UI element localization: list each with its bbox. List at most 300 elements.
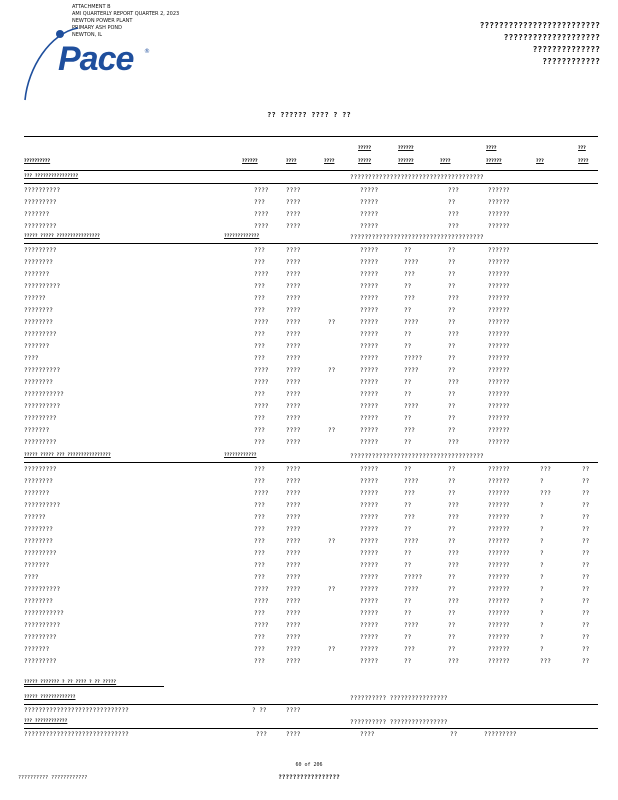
row-cell: ????: [286, 307, 301, 314]
row-cell: ?????: [360, 247, 379, 254]
row-cell: ??: [448, 343, 456, 350]
row-cell: ???: [254, 646, 265, 653]
row-cell: ??: [404, 634, 412, 641]
row-cell: ?????: [360, 622, 379, 629]
row-cell: ??: [448, 646, 456, 653]
row-cell: ?????: [360, 574, 379, 581]
row-cell: ??: [448, 355, 456, 362]
row-cell: ??: [404, 610, 412, 617]
row-cell: ??: [448, 319, 456, 326]
row-cell: ??????: [488, 427, 510, 434]
table-row: [24, 526, 598, 538]
row-cell: ???: [448, 502, 459, 509]
row-cell: ?: [540, 502, 544, 509]
group-header-header-right: ?????????????????????????????????????: [350, 453, 484, 460]
row-cell: ?: [540, 610, 544, 617]
summary-cell: ?????????: [484, 731, 517, 738]
row-cell: ??: [404, 343, 412, 350]
row-label: ?????????: [24, 634, 57, 641]
col-8a: ????: [486, 146, 497, 151]
row-label: ????????: [24, 598, 53, 605]
lab-info-line: ????????????????????: [503, 33, 600, 42]
row-cell: ????: [254, 367, 269, 374]
row-cell: ??: [448, 367, 456, 374]
row-cell: ???: [254, 415, 265, 422]
row-cell: ?: [540, 514, 544, 521]
divider: [24, 728, 598, 729]
footer-left: ?????????? ????????????: [18, 775, 88, 781]
row-cell: ???: [404, 295, 415, 302]
table-row: [24, 343, 598, 355]
row-cell: ??????: [488, 403, 510, 410]
divider: [24, 136, 598, 137]
row-label: ??????: [24, 514, 46, 521]
row-cell: ?: [540, 478, 544, 485]
row-cell: ???: [254, 247, 265, 254]
table-row: [24, 259, 598, 271]
table-row: [24, 415, 598, 427]
table-row: [24, 514, 598, 526]
row-cell: ??: [404, 658, 412, 665]
row-cell: ?????: [360, 466, 379, 473]
table-row: [24, 574, 598, 586]
row-cell: ??: [404, 550, 412, 557]
summary-cell: ? ??: [252, 707, 267, 714]
row-label: ??????????: [24, 403, 61, 410]
summary-cell: ?????????????????????????????: [24, 731, 129, 738]
row-cell: ????: [254, 598, 269, 605]
col-2: ??????: [242, 159, 258, 164]
row-cell: ?????: [360, 550, 379, 557]
row-cell: ???: [448, 379, 459, 386]
row-cell: ????: [286, 538, 301, 545]
row-label: ??????????: [24, 586, 61, 593]
row-cell: ????: [286, 331, 301, 338]
row-cell: ?????: [360, 319, 379, 326]
row-cell: ?????: [360, 634, 379, 641]
row-cell: ???: [254, 658, 265, 665]
summary-cell: ?????????????????????????????: [24, 707, 129, 714]
row-cell: ?????: [360, 391, 379, 398]
row-label: ????????: [24, 379, 53, 386]
row-cell: ?: [540, 526, 544, 533]
row-cell: ??????: [488, 355, 510, 362]
row-cell: ????: [286, 562, 301, 569]
row-cell: ??????: [488, 367, 510, 374]
row-cell: ???: [448, 223, 459, 230]
row-cell: ????: [286, 247, 301, 254]
row-cell: ????: [286, 439, 301, 446]
row-cell: ??: [404, 415, 412, 422]
table-row: [24, 634, 598, 646]
row-cell: ??: [404, 283, 412, 290]
row-cell: ????: [254, 586, 269, 593]
row-cell: ??: [582, 658, 590, 665]
col-8b: ??????: [486, 159, 502, 164]
row-cell: ????: [286, 466, 301, 473]
row-cell: ????: [286, 646, 301, 653]
row-cell: ???: [448, 562, 459, 569]
row-cell: ???: [448, 295, 459, 302]
row-cell: ????: [286, 502, 301, 509]
table-row: [24, 466, 598, 478]
row-cell: ??????: [488, 550, 510, 557]
summary-underline: [24, 686, 164, 687]
row-cell: ???: [540, 490, 551, 497]
summary-heading: [24, 680, 598, 690]
row-cell: ???: [254, 502, 265, 509]
row-cell: ?????: [360, 478, 379, 485]
row-cell: ??????: [488, 622, 510, 629]
summary-cell: ??: [450, 731, 458, 738]
row-cell: ????: [286, 391, 301, 398]
row-cell: ???: [254, 478, 265, 485]
table-row: [24, 478, 598, 490]
row-cell: ??????: [488, 211, 510, 218]
row-cell: ???: [254, 466, 265, 473]
row-cell: ??: [404, 502, 412, 509]
row-cell: ??: [582, 466, 590, 473]
row-cell: ????: [286, 574, 301, 581]
col-10a: ???: [578, 146, 586, 151]
table-row: [24, 211, 598, 223]
row-label: ???????????: [24, 610, 64, 617]
table-row: [24, 187, 598, 199]
row-cell: ???: [254, 550, 265, 557]
summary-block-1-row: [24, 707, 598, 717]
row-cell: ?????: [360, 538, 379, 545]
row-cell: ??: [328, 646, 336, 653]
row-cell: ???: [448, 187, 459, 194]
row-cell: ????: [404, 403, 419, 410]
row-label: ???????: [24, 211, 50, 218]
table-row: [24, 622, 598, 634]
row-cell: ????: [286, 283, 301, 290]
table-row: [24, 610, 598, 622]
table-row: [24, 199, 598, 211]
row-cell: ?: [540, 574, 544, 581]
row-cell: ????: [254, 319, 269, 326]
table-row: [24, 283, 598, 295]
row-cell: ?????: [360, 427, 379, 434]
row-cell: ??: [404, 307, 412, 314]
table-row: [24, 319, 598, 331]
row-label: ????????: [24, 538, 53, 545]
row-cell: ????: [254, 379, 269, 386]
row-cell: ?????: [360, 331, 379, 338]
col-5b: ?????: [358, 159, 372, 164]
summary-cell: ????: [286, 707, 301, 714]
row-cell: ???: [254, 427, 265, 434]
row-label: ????????: [24, 478, 53, 485]
row-cell: ??????: [488, 574, 510, 581]
row-cell: ?????: [360, 199, 379, 206]
attachment-line: PRIMARY ASH POND: [72, 25, 122, 31]
row-cell: ?????: [360, 526, 379, 533]
row-cell: ????: [286, 319, 301, 326]
row-cell: ????: [286, 634, 301, 641]
row-cell: ??: [404, 562, 412, 569]
row-cell: ??: [328, 538, 336, 545]
table-row: [24, 271, 598, 283]
row-cell: ????: [286, 343, 301, 350]
group-header-header-right: ?????????????????????????????????????: [350, 174, 484, 181]
page-number: 60 of 206: [295, 762, 323, 768]
group-header-header-left: ????? ????? ????????????????: [24, 234, 100, 239]
row-label: ????: [24, 574, 39, 581]
row-cell: ????: [286, 271, 301, 278]
row-cell: ??: [448, 466, 456, 473]
row-cell: ??: [448, 427, 456, 434]
pace-logo: [20, 18, 160, 108]
row-cell: ??????: [488, 478, 510, 485]
table-row: [24, 307, 598, 319]
row-cell: ??: [328, 586, 336, 593]
row-cell: ?????: [404, 574, 423, 581]
row-label: ?????????: [24, 199, 57, 206]
row-cell: ?????: [360, 295, 379, 302]
row-cell: ?: [540, 622, 544, 629]
row-cell: ????: [286, 658, 301, 665]
row-cell: ?????: [360, 562, 379, 569]
row-label: ???????: [24, 490, 50, 497]
row-cell: ??: [328, 367, 336, 374]
row-cell: ??????: [488, 331, 510, 338]
col-6b: ??????: [398, 159, 414, 164]
row-label: ??????????: [24, 622, 61, 629]
row-cell: ?????: [360, 658, 379, 665]
row-cell: ??????: [488, 514, 510, 521]
row-cell: ?????: [360, 355, 379, 362]
row-cell: ??: [404, 379, 412, 386]
row-label: ???????: [24, 271, 50, 278]
row-cell: ?????: [360, 610, 379, 617]
row-cell: ??: [404, 598, 412, 605]
row-cell: ??: [448, 586, 456, 593]
row-label: ?????????: [24, 550, 57, 557]
row-cell: ??: [404, 247, 412, 254]
row-cell: ??: [448, 610, 456, 617]
summary-block-1-note: ?????????? ????????????????: [350, 695, 448, 702]
row-cell: ??????: [488, 379, 510, 386]
row-cell: ????: [404, 319, 419, 326]
row-cell: ????: [404, 367, 419, 374]
summary-block-2-label: ??? ????????????: [24, 719, 68, 724]
row-cell: ??????: [488, 295, 510, 302]
row-cell: ?????: [360, 223, 379, 230]
group-header-header-left: ??? ????????????????: [24, 174, 79, 179]
row-cell: ???: [404, 490, 415, 497]
table-row: [24, 586, 598, 598]
row-label: ????????: [24, 526, 53, 533]
row-cell: ??: [582, 538, 590, 545]
row-cell: ??????: [488, 490, 510, 497]
row-cell: ??: [582, 550, 590, 557]
row-label: ???????: [24, 562, 50, 569]
row-cell: ?????: [360, 307, 379, 314]
row-cell: ???: [254, 562, 265, 569]
row-cell: ?????: [360, 271, 379, 278]
row-label: ??????????: [24, 187, 61, 194]
row-cell: ?????: [360, 283, 379, 290]
col-5a: ?????: [358, 146, 372, 151]
row-cell: ??: [582, 586, 590, 593]
row-label: ????????: [24, 307, 53, 314]
col-9: ???: [536, 159, 544, 164]
row-cell: ??????: [488, 415, 510, 422]
row-cell: ????: [286, 622, 301, 629]
row-cell: ???: [254, 610, 265, 617]
row-cell: ??????: [488, 223, 510, 230]
attachment-line: AMI QUARTERLY REPORT QUARTER 2, 2023: [72, 11, 180, 17]
row-cell: ??: [404, 526, 412, 533]
row-cell: ??: [448, 574, 456, 581]
row-cell: ?????: [360, 646, 379, 653]
row-label: ????: [24, 355, 39, 362]
row-cell: ??: [582, 514, 590, 521]
row-cell: ??: [582, 478, 590, 485]
row-label: ??????????: [24, 283, 61, 290]
row-cell: ???: [448, 439, 459, 446]
row-cell: ????: [286, 223, 301, 230]
table-row: [24, 295, 598, 307]
row-cell: ????: [286, 514, 301, 521]
row-cell: ????: [286, 415, 301, 422]
row-label: ??????: [24, 295, 46, 302]
row-cell: ??: [448, 634, 456, 641]
row-label: ???????????: [24, 391, 64, 398]
table-row: [24, 427, 598, 439]
row-cell: ????: [286, 355, 301, 362]
row-cell: ??????: [488, 658, 510, 665]
row-cell: ?????: [360, 586, 379, 593]
footer-center: ?????????????????: [278, 774, 340, 781]
row-cell: ??????: [488, 283, 510, 290]
row-cell: ??: [582, 610, 590, 617]
row-cell: ?????: [360, 403, 379, 410]
table-row: [24, 247, 598, 259]
row-cell: ?: [540, 562, 544, 569]
row-cell: ?????: [360, 490, 379, 497]
divider: [24, 183, 598, 184]
row-cell: ?????: [360, 187, 379, 194]
divider: [24, 462, 598, 463]
row-cell: ????: [254, 490, 269, 497]
row-cell: ?????: [404, 355, 423, 362]
attachment-line: NEWTON POWER PLANT: [72, 18, 133, 24]
row-cell: ???: [254, 283, 265, 290]
row-cell: ???: [404, 427, 415, 434]
summary-cell: ???: [256, 731, 267, 738]
row-cell: ???: [254, 331, 265, 338]
col-sample: ??????????: [24, 159, 51, 164]
row-cell: ???: [404, 514, 415, 521]
table-row: [24, 355, 598, 367]
row-cell: ??: [582, 490, 590, 497]
row-cell: ????: [286, 586, 301, 593]
row-cell: ??????: [488, 307, 510, 314]
lab-info: [410, 20, 600, 68]
row-cell: ??: [404, 439, 412, 446]
row-cell: ????: [254, 622, 269, 629]
row-cell: ??????: [488, 586, 510, 593]
table-row: [24, 646, 598, 658]
attachment-line: NEWTON, IL: [72, 32, 103, 38]
row-cell: ????: [404, 478, 419, 485]
row-cell: ????: [404, 586, 419, 593]
lab-info-line: ????????????: [542, 57, 600, 66]
row-cell: ??: [582, 622, 590, 629]
row-cell: ??: [448, 247, 456, 254]
row-cell: ????: [286, 490, 301, 497]
row-label: ?????????: [24, 331, 57, 338]
summary-cell: ????: [360, 731, 375, 738]
row-cell: ?????: [360, 439, 379, 446]
row-cell: ??????: [488, 646, 510, 653]
row-cell: ????: [254, 271, 269, 278]
row-cell: ??: [448, 538, 456, 545]
row-cell: ???: [448, 658, 459, 665]
row-cell: ??: [582, 574, 590, 581]
row-cell: ???: [540, 658, 551, 665]
group-header-header-left: ????? ????? ??? ????????????????: [24, 453, 111, 458]
row-cell: ??????: [488, 187, 510, 194]
row-cell: ???: [448, 331, 459, 338]
row-label: ?????????: [24, 247, 57, 254]
row-cell: ???: [448, 550, 459, 557]
row-cell: ??: [582, 634, 590, 641]
row-cell: ?????: [360, 367, 379, 374]
row-cell: ????: [286, 478, 301, 485]
row-cell: ??: [582, 562, 590, 569]
summary-block-1-label: ????? ?????????????: [24, 695, 76, 700]
logo-text: Pace: [58, 40, 134, 78]
row-cell: ????: [254, 403, 269, 410]
col-10b: ????: [578, 159, 589, 164]
attachment-line: ATTACHMENT B: [72, 4, 111, 10]
row-cell: ????: [254, 223, 269, 230]
row-cell: ???: [254, 526, 265, 533]
row-cell: ????: [286, 598, 301, 605]
row-cell: ?: [540, 538, 544, 545]
row-cell: ????: [286, 526, 301, 533]
row-cell: ???: [254, 439, 265, 446]
row-cell: ???: [448, 598, 459, 605]
row-cell: ????: [286, 199, 301, 206]
table-row: [24, 502, 598, 514]
row-cell: ????: [404, 259, 419, 266]
row-cell: ??: [582, 598, 590, 605]
row-cell: ???: [404, 646, 415, 653]
row-label: ???????: [24, 343, 50, 350]
row-cell: ??: [328, 427, 336, 434]
group-header-header-mid: ?????????????: [224, 234, 260, 239]
table-row: [24, 562, 598, 574]
row-cell: ??????: [488, 319, 510, 326]
row-cell: ?: [540, 634, 544, 641]
table-row: [24, 379, 598, 391]
row-cell: ???: [540, 466, 551, 473]
row-cell: ?????: [360, 415, 379, 422]
row-cell: ?????: [360, 211, 379, 218]
row-cell: ??????: [488, 502, 510, 509]
lab-info-line: ??????????????: [532, 45, 600, 54]
row-cell: ??????: [488, 562, 510, 569]
row-cell: ????: [286, 295, 301, 302]
row-cell: ??: [582, 646, 590, 653]
row-cell: ??: [448, 415, 456, 422]
table-row: [24, 367, 598, 379]
